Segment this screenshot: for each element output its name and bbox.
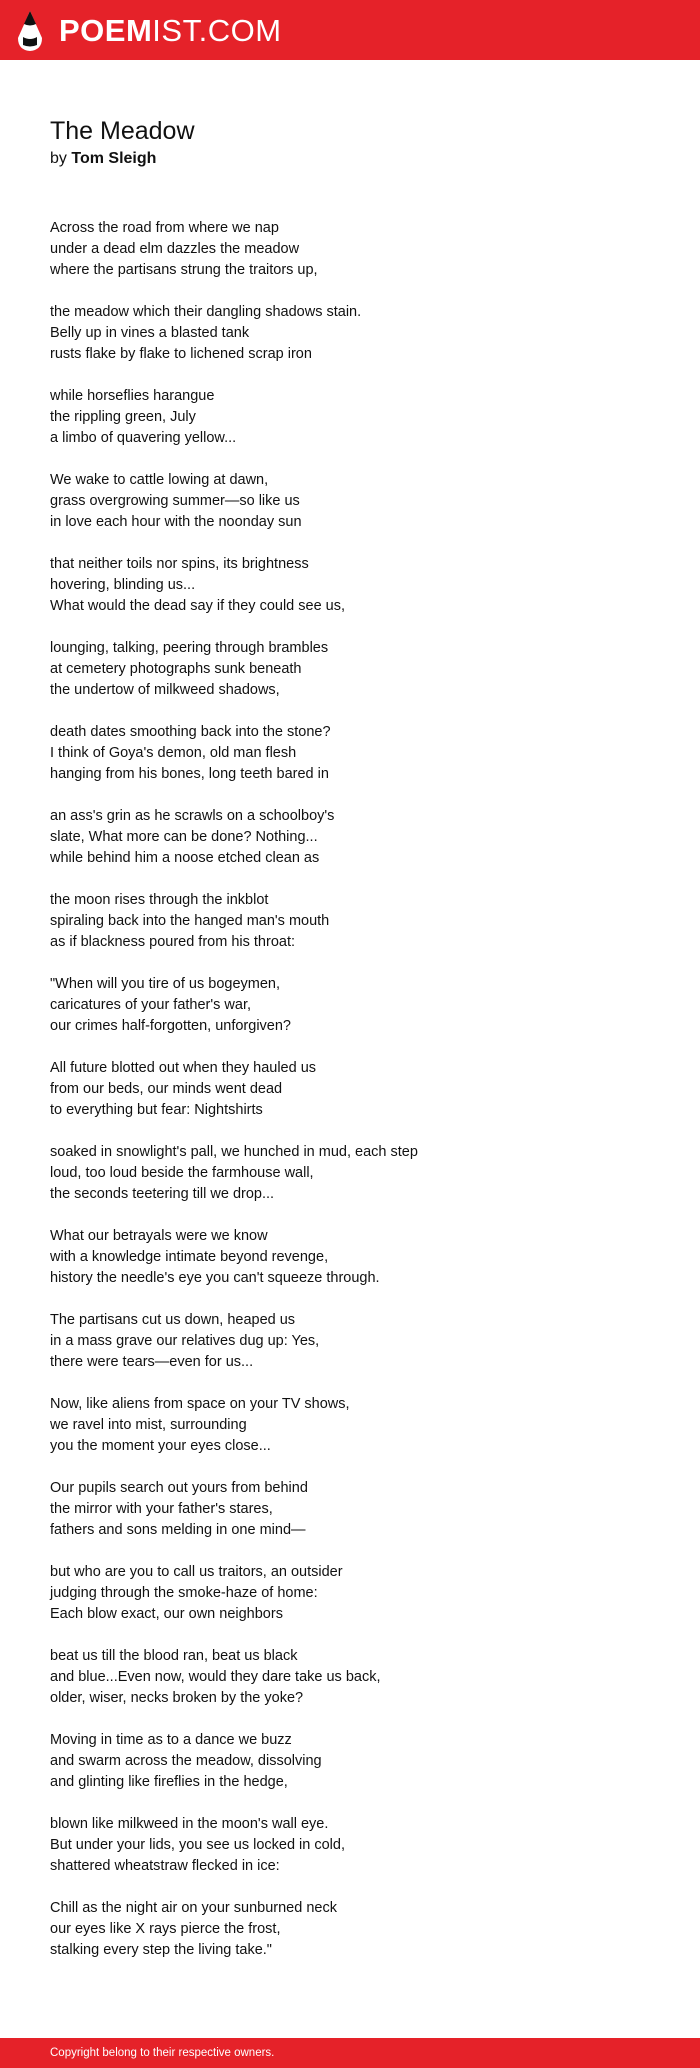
- poem-line: while behind him a noose etched clean as: [50, 850, 320, 866]
- poem-line: where the partisans strung the traitors up,: [50, 262, 318, 278]
- stanza: [50, 1814, 650, 1877]
- byline: [50, 148, 650, 170]
- poem-line: the undertow of milkweed shadows,: [50, 682, 280, 698]
- poem-heading: [50, 116, 650, 170]
- poem-line: slate, What more can be done? Nothing...: [50, 829, 318, 845]
- poem-title: The Meadow: [50, 117, 195, 145]
- stanza: [50, 806, 650, 869]
- stanza: [50, 722, 650, 785]
- poem-line: and blue...Even now, would they dare take us back,: [50, 1669, 381, 1685]
- author-name: Tom Sleigh: [71, 150, 157, 167]
- stanza: [50, 1058, 650, 1121]
- pencil-tip-icon: [17, 10, 43, 52]
- poem-line: death dates smoothing back into the stone?: [50, 724, 331, 740]
- site-logo-text: [59, 10, 282, 52]
- poem-line: soaked in snowlight's pall, we hunched in mud, each step: [50, 1144, 418, 1160]
- poem-line: but who are you to call us traitors, an outsider: [50, 1564, 343, 1580]
- poem-line: But under your lids, you see us locked in cold,: [50, 1837, 345, 1853]
- poem-line: to everything but fear: Nightshirts: [50, 1102, 263, 1118]
- poem-line: hovering, blinding us...: [50, 577, 196, 593]
- stanza: [50, 1562, 650, 1625]
- stanza: [50, 1394, 650, 1457]
- poem-line: We wake to cattle lowing at dawn,: [50, 472, 269, 488]
- poem-line: fathers and sons melding in one mind—: [50, 1522, 306, 1538]
- poem-line: while horseflies harangue: [50, 388, 215, 404]
- poem-line: Belly up in vines a blasted tank: [50, 325, 250, 341]
- poem-line: caricatures of your father's war,: [50, 997, 252, 1013]
- poem-line: and glinting like fireflies in the hedge,: [50, 1774, 288, 1790]
- poem-line: shattered wheatstraw flecked in ice:: [50, 1858, 280, 1874]
- poem-line: that neither toils nor spins, its brightness: [50, 556, 309, 572]
- poem-line: What would the dead say if they could see us,: [50, 598, 346, 614]
- poem-line: you the moment your eyes close...: [50, 1438, 271, 1454]
- poem-body: [50, 218, 650, 1982]
- poem-line: stalking every step the living take.": [50, 1942, 272, 1958]
- poem-line: and swarm across the meadow, dissolving: [50, 1753, 322, 1769]
- poem-line: older, wiser, necks broken by the yoke?: [50, 1690, 304, 1706]
- site-footer: [0, 2038, 700, 2068]
- poem-line: beat us till the blood ran, beat us black: [50, 1648, 298, 1664]
- poem-line: "When will you tire of us bogeymen,: [50, 976, 281, 992]
- poem-line: in love each hour with the noonday sun: [50, 514, 302, 530]
- poem-line: from our beds, our minds went dead: [50, 1081, 283, 1097]
- stanza: [50, 1478, 650, 1541]
- poem-line: loud, too loud beside the farmhouse wall,: [50, 1165, 314, 1181]
- poem-line: What our betrayals were we know: [50, 1228, 268, 1244]
- poem-line: in a mass grave our relatives dug up: Yes,: [50, 1333, 320, 1349]
- poem-line: the moon rises through the inkblot: [50, 892, 269, 908]
- poem-line: Chill as the night air on your sunburned neck: [50, 1900, 337, 1916]
- poem-line: Moving in time as to a dance we buzz: [50, 1732, 292, 1748]
- by-label: by: [50, 150, 67, 167]
- stanza: [50, 974, 650, 1037]
- poem-line: the rippling green, July: [50, 409, 196, 425]
- poem-line: an ass's grin as he scrawls on a schoolboy's: [50, 808, 335, 824]
- stanza: [50, 554, 650, 617]
- logo-bold-text: POEM: [59, 13, 153, 48]
- stanza: [50, 1646, 650, 1709]
- poem-line: a limbo of quavering yellow...: [50, 430, 237, 446]
- poem-line: blown like milkweed in the moon's wall eye.: [50, 1816, 329, 1832]
- poem-line: there were tears—even for us...: [50, 1354, 254, 1370]
- stanza: [50, 1142, 650, 1205]
- poem-line: we ravel into mist, surrounding: [50, 1417, 247, 1433]
- poem-line: hanging from his bones, long teeth bared in: [50, 766, 329, 782]
- stanza: [50, 1730, 650, 1793]
- poem-line: spiraling back into the hanged man's mouth: [50, 913, 330, 929]
- stanza: [50, 218, 650, 281]
- poem-line: history the needle's eye you can't squeeze through.: [50, 1270, 380, 1286]
- poem-line: under a dead elm dazzles the meadow: [50, 241, 300, 257]
- poem-line: Across the road from where we nap: [50, 220, 279, 236]
- stanza: [50, 470, 650, 533]
- poem-line: All future blotted out when they hauled us: [50, 1060, 317, 1076]
- poem-line: The partisans cut us down, heaped us: [50, 1312, 296, 1328]
- stanza: [50, 1226, 650, 1289]
- poem-line: grass overgrowing summer—so like us: [50, 493, 300, 509]
- poem-line: our eyes like X rays pierce the frost,: [50, 1921, 281, 1937]
- poem-line: as if blackness poured from his throat:: [50, 934, 296, 950]
- poem-line: Our pupils search out yours from behind: [50, 1480, 308, 1496]
- copyright-text: Copyright belong to their respective owners.: [50, 2047, 275, 2059]
- poem-line: I think of Goya's demon, old man flesh: [50, 745, 297, 761]
- poem-line: Now, like aliens from space on your TV shows,: [50, 1396, 350, 1412]
- poem-line: judging through the smoke-haze of home:: [50, 1585, 318, 1601]
- stanza: [50, 638, 650, 701]
- stanza: [50, 1310, 650, 1373]
- poem-line: with a knowledge intimate beyond revenge,: [50, 1249, 329, 1265]
- site-header: [0, 0, 700, 60]
- stanza: [50, 386, 650, 449]
- site-logo[interactable]: [17, 10, 282, 52]
- poem-line: the seconds teetering till we drop...: [50, 1186, 275, 1202]
- poem-line: at cemetery photographs sunk beneath: [50, 661, 302, 677]
- stanza: [50, 302, 650, 365]
- stanza: [50, 890, 650, 953]
- poem-line: Each blow exact, our own neighbors: [50, 1606, 283, 1622]
- poem-line: lounging, talking, peering through brambles: [50, 640, 329, 656]
- logo-light-text: IST.COM: [152, 13, 282, 48]
- poem-line: rusts flake by flake to lichened scrap iron: [50, 346, 312, 362]
- poem-line: our crimes half-forgotten, unforgiven?: [50, 1018, 291, 1034]
- stanza: [50, 1898, 650, 1961]
- poem-line: the mirror with your father's stares,: [50, 1501, 273, 1517]
- poem-line: the meadow which their dangling shadows stain.: [50, 304, 362, 320]
